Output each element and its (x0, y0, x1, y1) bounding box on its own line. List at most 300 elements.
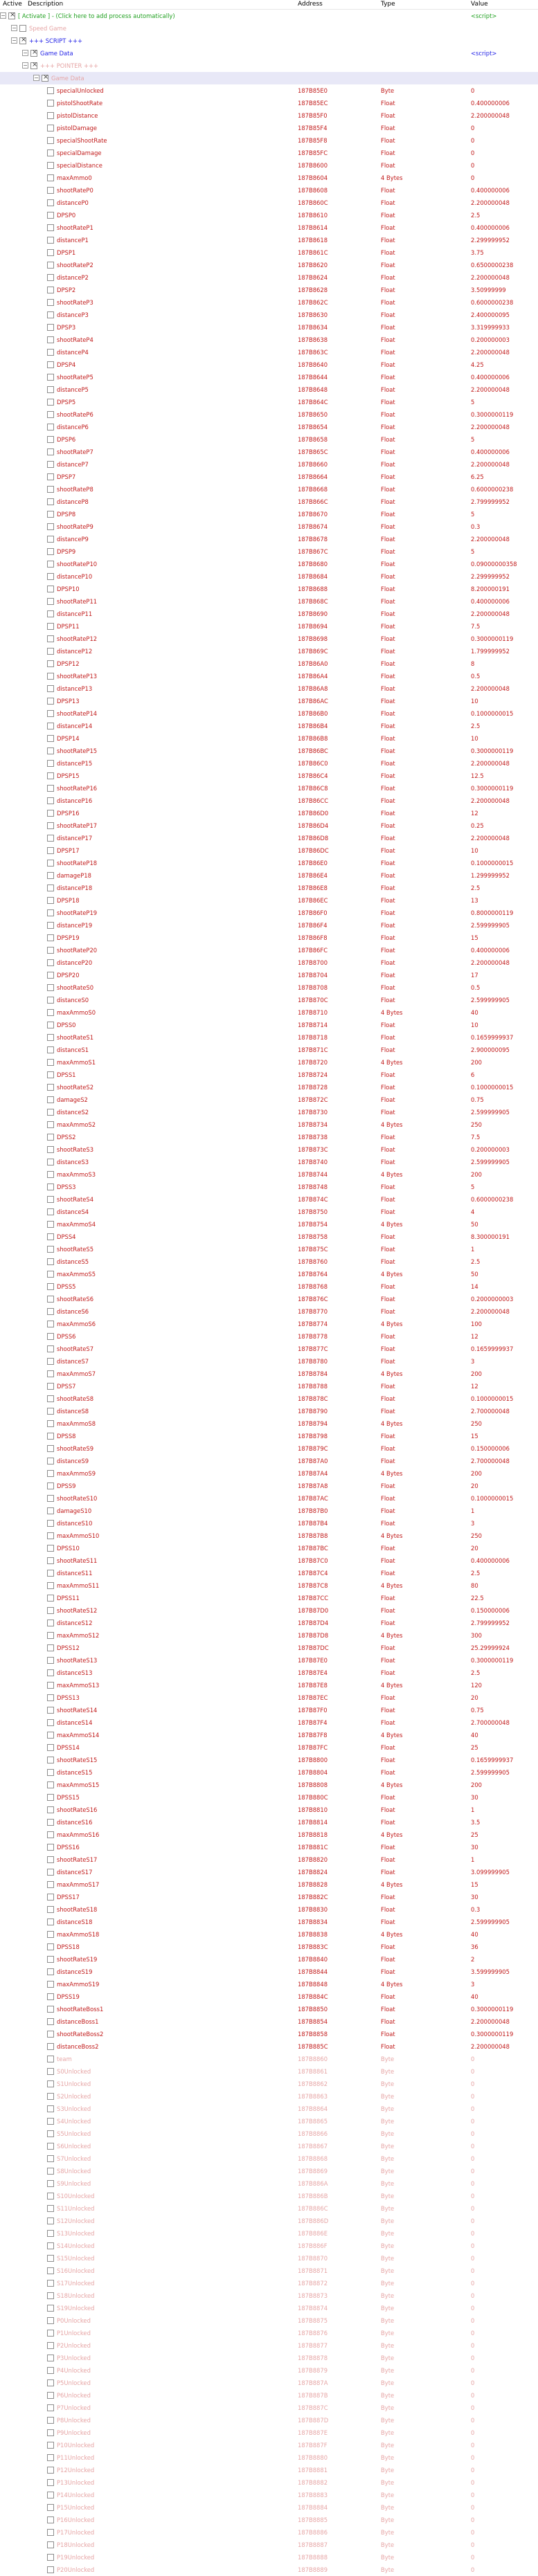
row-type[interactable]: Float (381, 1595, 395, 1602)
row-address[interactable]: 187B8850 (298, 2006, 328, 2013)
row-description[interactable]: shootRateP8 (57, 486, 93, 493)
row-description[interactable]: distanceP20 (57, 959, 93, 966)
row-type[interactable]: Float (381, 212, 395, 219)
row-address[interactable]: 187B8724 (298, 1071, 328, 1078)
table-row[interactable] (0, 1231, 538, 1243)
row-description[interactable]: maxAmmoS1 (57, 1059, 96, 1066)
row-type[interactable]: Float (381, 1557, 395, 1564)
table-row[interactable] (0, 346, 538, 359)
row-address[interactable]: 187B884C (298, 1993, 328, 2000)
row-description[interactable]: DPSS1 (57, 1071, 76, 1078)
active-checkbox[interactable] (47, 1557, 54, 1564)
row-address[interactable]: 187B86A8 (298, 685, 328, 692)
active-checkbox[interactable] (47, 860, 54, 867)
row-type[interactable]: Float (381, 810, 395, 817)
active-checkbox[interactable] (47, 1208, 54, 1215)
active-checkbox[interactable] (47, 1495, 54, 1502)
row-address[interactable]: 187B8818 (298, 1831, 328, 1838)
row-description[interactable]: S5Unlocked (57, 2130, 91, 2137)
row-description[interactable]: shootRateP19 (57, 909, 98, 916)
row-description[interactable]: distanceP13 (57, 685, 93, 692)
row-description[interactable]: shootRateP17 (57, 822, 98, 829)
row-value[interactable]: 2.5 (471, 212, 481, 219)
table-row[interactable] (0, 520, 538, 533)
table-row[interactable] (0, 1293, 538, 1305)
active-checkbox[interactable] (47, 1258, 54, 1265)
active-checkbox[interactable] (47, 1383, 54, 1390)
row-address[interactable]: 187B8618 (298, 237, 328, 244)
row-value[interactable]: 36 (471, 1943, 478, 1950)
active-checkbox[interactable] (47, 1570, 54, 1577)
row-description[interactable]: S2Unlocked (57, 2093, 91, 2100)
row-type[interactable]: 4 Bytes (381, 1171, 403, 1178)
active-checkbox[interactable] (47, 2442, 54, 2449)
row-value[interactable]: 2.200000048 (471, 199, 510, 206)
row-value[interactable]: 3.75 (471, 249, 484, 256)
active-checkbox[interactable] (47, 2043, 54, 2050)
table-row[interactable] (0, 1629, 538, 1642)
row-address[interactable]: 187B86AC (298, 698, 328, 705)
active-checkbox[interactable] (47, 2367, 54, 2374)
row-value[interactable]: 2.200000048 (471, 424, 510, 430)
row-address[interactable]: 187B87A8 (298, 1482, 328, 1489)
active-checkbox[interactable] (47, 2118, 54, 2125)
row-value[interactable]: 8 (471, 660, 475, 667)
table-row[interactable] (0, 483, 538, 496)
row-value[interactable]: 2.799999952 (471, 498, 510, 505)
row-type[interactable]: Float (381, 1408, 395, 1415)
table-row[interactable] (0, 1592, 538, 1604)
row-value[interactable]: 5 (471, 548, 475, 555)
row-description[interactable]: DPSS9 (57, 1482, 76, 1489)
row-address[interactable]: 187B8690 (298, 610, 328, 617)
active-checkbox[interactable] (47, 1844, 54, 1851)
row-description[interactable]: maxAmmoS6 (57, 1321, 96, 1327)
row-address[interactable]: 187B8824 (298, 1869, 328, 1876)
row-description[interactable]: distanceP4 (57, 349, 89, 356)
active-checkbox[interactable] (47, 511, 54, 518)
active-checkbox[interactable] (47, 872, 54, 879)
col-address[interactable]: Address (298, 1, 323, 8)
active-checkbox[interactable] (47, 461, 54, 468)
active-checkbox[interactable] (47, 1283, 54, 1290)
row-value[interactable]: 0 (471, 2217, 475, 2224)
row-type[interactable]: Byte (381, 2467, 395, 2474)
row-value[interactable]: 2.200000048 (471, 685, 510, 692)
row-value[interactable]: 0 (471, 2467, 475, 2474)
row-address[interactable] (298, 12, 381, 20)
row-value[interactable]: 10 (471, 847, 478, 854)
row-type[interactable]: Float (381, 1345, 395, 1352)
row-address[interactable]: 187B8887 (298, 2541, 328, 2548)
row-value[interactable]: 0 (471, 2404, 475, 2411)
row-address[interactable]: 187B86F8 (298, 934, 328, 941)
row-address[interactable]: 187B881C (298, 1844, 328, 1851)
row-description[interactable]: S14Unlocked (57, 2242, 95, 2249)
row-address[interactable]: 187B87D8 (298, 1632, 329, 1639)
active-checkbox[interactable] (47, 1034, 54, 1041)
row-description[interactable]: distanceBoss2 (57, 2043, 99, 2050)
row-description[interactable]: P17Unlocked (57, 2529, 95, 2536)
row-type[interactable]: 4 Bytes (381, 1009, 403, 1016)
row-address[interactable]: 187B87C4 (298, 1570, 328, 1577)
table-row[interactable] (0, 782, 538, 795)
active-checkbox[interactable] (47, 2143, 54, 2150)
row-description[interactable]: P4Unlocked (57, 2367, 91, 2374)
row-description[interactable]: DPSP6 (57, 436, 76, 443)
row-value[interactable]: 2 (471, 1956, 475, 1963)
table-row[interactable] (0, 2065, 538, 2078)
row-type[interactable]: 4 Bytes (381, 1121, 403, 1128)
active-checkbox[interactable] (47, 424, 54, 430)
table-row[interactable] (0, 1978, 538, 1990)
active-checkbox[interactable] (47, 486, 54, 493)
active-checkbox[interactable] (47, 1408, 54, 1415)
row-address[interactable]: 187B869C (298, 648, 328, 655)
row-address[interactable]: 187B8660 (298, 461, 328, 468)
row-description[interactable]: distanceP0 (57, 199, 89, 206)
table-row[interactable] (0, 359, 538, 371)
row-value[interactable]: 0 (471, 2168, 475, 2175)
row-description[interactable]: S6Unlocked (57, 2143, 91, 2150)
expand-toggle-icon[interactable]: − (23, 62, 28, 69)
row-value[interactable]: 250 (471, 1532, 482, 1539)
row-description[interactable]: [ Activate ] - (Click here to add process automatically) (18, 12, 175, 19)
active-checkbox[interactable] (47, 1831, 54, 1838)
row-description[interactable]: pistolDistance (57, 112, 98, 119)
row-description[interactable]: S16Unlocked (57, 2267, 95, 2274)
row-description[interactable]: distanceS8 (57, 1408, 89, 1415)
row-type[interactable]: 4 Bytes (381, 1682, 403, 1689)
active-checkbox[interactable] (47, 237, 54, 244)
row-value[interactable]: 0.400000006 (471, 947, 510, 954)
row-value[interactable]: 2.200000048 (471, 760, 510, 767)
row-description[interactable]: DPSP1 (57, 249, 76, 256)
row-description[interactable]: shootRateS5 (57, 1246, 94, 1253)
active-checkbox[interactable] (47, 224, 54, 231)
active-checkbox[interactable] (47, 1046, 54, 1053)
row-type[interactable]: Float (381, 274, 395, 281)
row-value[interactable] (471, 24, 538, 33)
table-row[interactable] (0, 1280, 538, 1293)
row-value[interactable]: 0 (471, 2566, 475, 2573)
table-row[interactable] (0, 2514, 538, 2526)
table-row[interactable] (0, 1505, 538, 1517)
row-value[interactable]: 2.799999952 (471, 1620, 510, 1626)
row-description[interactable]: distanceS4 (57, 1208, 89, 1215)
row-address[interactable]: 187B8600 (298, 162, 328, 169)
row-type[interactable]: Float (381, 1196, 395, 1203)
row-type[interactable] (381, 49, 471, 57)
row-type[interactable]: Float (381, 461, 395, 468)
row-value[interactable]: 2.599999905 (471, 922, 510, 929)
row-value[interactable]: 8.200000191 (471, 586, 510, 592)
active-checkbox[interactable] (47, 2217, 54, 2224)
row-description[interactable]: shootRateP7 (57, 448, 93, 455)
active-checkbox[interactable] (19, 37, 26, 44)
table-row[interactable] (0, 1804, 538, 1816)
active-checkbox[interactable] (47, 561, 54, 568)
row-address[interactable]: 187B8868 (298, 2155, 328, 2162)
col-active[interactable]: Active (3, 1, 22, 8)
row-description[interactable]: DPSP2 (57, 287, 76, 293)
row-type[interactable]: Float (381, 1208, 395, 1215)
row-description[interactable]: DPSS11 (57, 1595, 80, 1602)
row-description[interactable]: distanceS3 (57, 1159, 89, 1165)
active-checkbox[interactable] (47, 2080, 54, 2087)
table-row[interactable] (0, 807, 538, 819)
row-description[interactable]: distanceS0 (57, 997, 89, 1004)
row-type[interactable]: 4 Bytes (381, 1532, 403, 1539)
row-value[interactable]: 2.200000048 (471, 536, 510, 543)
table-row[interactable] (0, 944, 538, 956)
active-checkbox[interactable] (47, 1769, 54, 1776)
table-row[interactable] (0, 159, 538, 172)
row-address[interactable]: 187B87CC (298, 1595, 329, 1602)
row-address[interactable]: 187B87A4 (298, 1470, 328, 1477)
row-value[interactable]: <script> (471, 12, 497, 19)
active-checkbox[interactable] (47, 2205, 54, 2212)
active-checkbox[interactable] (47, 1171, 54, 1178)
row-value[interactable]: 20 (471, 1482, 478, 1489)
row-type[interactable]: 4 Bytes (381, 1470, 403, 1477)
table-row[interactable] (0, 1330, 538, 1343)
row-type[interactable]: 4 Bytes (381, 1582, 403, 1589)
row-value[interactable]: 2.599999905 (471, 1919, 510, 1925)
table-row[interactable] (0, 2040, 538, 2053)
row-address[interactable]: 187B8876 (298, 2330, 328, 2337)
table-row[interactable] (0, 209, 538, 221)
row-description[interactable]: S0Unlocked (57, 2068, 91, 2075)
table-row[interactable] (0, 1106, 538, 1118)
active-checkbox[interactable] (47, 685, 54, 692)
active-checkbox[interactable] (47, 536, 54, 543)
row-description[interactable]: shootRateP4 (57, 336, 93, 343)
row-type[interactable]: 4 Bytes (381, 174, 403, 181)
active-checkbox[interactable] (47, 2180, 54, 2187)
row-type[interactable]: Float (381, 1296, 395, 1303)
row-value[interactable]: 2.599999905 (471, 1109, 510, 1116)
row-value[interactable]: 2.400000095 (471, 311, 510, 318)
row-value[interactable]: 2.5 (471, 1669, 481, 1676)
table-row[interactable] (0, 2539, 538, 2551)
active-checkbox[interactable] (47, 1009, 54, 1016)
row-address[interactable]: 187B8748 (298, 1183, 328, 1190)
active-checkbox[interactable] (47, 785, 54, 792)
row-value[interactable]: 25 (471, 1744, 478, 1751)
row-address[interactable]: 187B871C (298, 1046, 328, 1053)
row-type[interactable]: Float (381, 486, 395, 493)
row-type[interactable]: Float (381, 112, 395, 119)
table-row[interactable] (0, 2215, 538, 2227)
row-description[interactable]: shootRateP10 (57, 561, 98, 568)
row-description[interactable]: distanceS17 (57, 1869, 93, 1876)
row-type[interactable]: Byte (381, 2080, 395, 2087)
row-address[interactable]: 187B87D0 (298, 1607, 329, 1614)
row-address[interactable]: 187B8784 (298, 1370, 328, 1377)
row-address[interactable]: 187B8634 (298, 324, 328, 331)
table-row[interactable] (0, 2489, 538, 2501)
table-row[interactable] (0, 2289, 538, 2302)
row-description[interactable]: shootRateP15 (57, 747, 98, 754)
row-type[interactable]: Byte (381, 2529, 395, 2536)
active-checkbox[interactable] (47, 2267, 54, 2274)
active-checkbox[interactable] (47, 598, 54, 605)
row-address[interactable]: 187B867C (298, 548, 328, 555)
row-type[interactable]: Float (381, 610, 395, 617)
row-address[interactable]: 187B886C (298, 2205, 328, 2212)
row-address[interactable]: 187B8624 (298, 274, 328, 281)
row-type[interactable]: Float (381, 648, 395, 655)
row-description[interactable]: maxAmmoS19 (57, 1981, 100, 1988)
row-address[interactable]: 187B86D8 (298, 835, 329, 842)
row-value[interactable]: 1 (471, 1246, 475, 1253)
row-value[interactable]: 14 (471, 1283, 478, 1290)
row-type[interactable]: Byte (381, 2292, 395, 2299)
row-value[interactable]: 250 (471, 1420, 482, 1427)
active-checkbox[interactable] (47, 112, 54, 119)
active-checkbox[interactable] (47, 299, 54, 306)
active-checkbox[interactable] (47, 411, 54, 418)
active-checkbox[interactable] (47, 1981, 54, 1988)
row-description[interactable]: shootRateP14 (57, 710, 98, 717)
active-checkbox[interactable] (47, 311, 54, 318)
row-type[interactable]: Float (381, 386, 395, 393)
row-address[interactable]: 187B86A4 (298, 673, 328, 680)
row-value[interactable]: 200 (471, 1370, 482, 1377)
row-address[interactable]: 187B8830 (298, 1906, 328, 1913)
row-value[interactable]: 0.400000006 (471, 374, 510, 381)
row-address[interactable]: 187B8834 (298, 1919, 328, 1925)
table-row[interactable] (0, 421, 538, 433)
row-address[interactable]: 187B86C4 (298, 772, 328, 779)
row-address[interactable]: 187B87FC (298, 1744, 328, 1751)
table-row[interactable] (0, 1741, 538, 1754)
row-address[interactable]: 187B873C (298, 1146, 328, 1153)
table-row[interactable] (0, 1081, 538, 1094)
row-value[interactable]: 0 (471, 2429, 475, 2436)
row-description[interactable]: distanceP16 (57, 797, 93, 804)
table-row[interactable] (0, 1891, 538, 1903)
row-description[interactable]: Speed Game (29, 25, 66, 32)
row-type[interactable]: Float (381, 835, 395, 842)
row-address[interactable]: 187B8840 (298, 1956, 328, 1963)
table-row[interactable] (0, 907, 538, 919)
table-row[interactable] (0, 321, 538, 334)
row-value[interactable]: 0 (471, 149, 475, 156)
row-type[interactable]: Float (381, 399, 395, 406)
row-address[interactable]: 187B8708 (298, 984, 328, 991)
table-row[interactable] (0, 1941, 538, 1953)
row-value[interactable]: 2.5 (471, 885, 481, 891)
table-row[interactable] (0, 2414, 538, 2427)
active-checkbox[interactable] (47, 1931, 54, 1938)
active-checkbox[interactable] (47, 1395, 54, 1402)
table-row[interactable] (0, 1380, 538, 1393)
table-row[interactable] (0, 2377, 538, 2389)
active-checkbox[interactable] (47, 2566, 54, 2573)
row-value[interactable]: 0.5 (471, 673, 481, 680)
table-row[interactable] (0, 2352, 538, 2364)
active-checkbox[interactable] (47, 847, 54, 854)
row-address[interactable]: 187B887B (298, 2392, 328, 2399)
active-checkbox[interactable] (47, 2242, 54, 2249)
active-checkbox[interactable] (47, 1059, 54, 1066)
active-checkbox[interactable] (47, 2554, 54, 2561)
table-row[interactable] (0, 857, 538, 869)
row-type[interactable]: Byte (381, 2267, 395, 2274)
row-type[interactable]: Byte (381, 2454, 395, 2461)
row-description[interactable]: +++ SCRIPT +++ (29, 37, 83, 44)
table-row[interactable] (0, 259, 538, 271)
row-value[interactable]: 40 (471, 1009, 478, 1016)
row-value[interactable]: 15 (471, 934, 478, 941)
row-type[interactable]: Float (381, 162, 395, 169)
row-value[interactable]: 2.599999905 (471, 1769, 510, 1776)
table-row[interactable] (0, 309, 538, 321)
row-description[interactable]: distanceP19 (57, 922, 93, 929)
active-checkbox[interactable] (47, 1582, 54, 1589)
row-type[interactable]: Byte (381, 2155, 395, 2162)
table-row[interactable] (0, 2240, 538, 2252)
row-value[interactable]: 0.400000006 (471, 224, 510, 231)
table-row[interactable] (0, 2427, 538, 2439)
row-address[interactable]: 187B85FC (298, 149, 328, 156)
table-row[interactable] (0, 1667, 538, 1679)
row-type[interactable]: Float (381, 237, 395, 244)
row-address[interactable]: 187B87D4 (298, 1620, 329, 1626)
row-value[interactable]: 0 (471, 2504, 475, 2511)
table-row[interactable] (0, 433, 538, 446)
active-checkbox[interactable] (47, 287, 54, 293)
row-type[interactable]: Byte (381, 2255, 395, 2262)
row-description[interactable]: specialDistance (57, 162, 102, 169)
row-description[interactable]: DPSS8 (57, 1433, 76, 1440)
active-checkbox[interactable] (30, 62, 37, 69)
row-description[interactable]: DPSP7 (57, 473, 76, 480)
table-row[interactable] (0, 1467, 538, 1480)
row-type[interactable]: Float (381, 1844, 395, 1851)
row-value[interactable] (471, 62, 538, 70)
row-value[interactable]: 40 (471, 1931, 478, 1938)
active-checkbox[interactable] (47, 1433, 54, 1440)
row-type[interactable]: Float (381, 1283, 395, 1290)
row-type[interactable]: Float (381, 1819, 395, 1826)
table-row[interactable] (0, 720, 538, 732)
active-checkbox[interactable] (47, 324, 54, 331)
row-description[interactable]: distanceS19 (57, 1968, 93, 1975)
row-type[interactable]: Float (381, 473, 395, 480)
row-description[interactable]: shootRateS19 (57, 1956, 98, 1963)
row-address[interactable]: 187B887E (298, 2429, 328, 2436)
row-description[interactable]: shootRateS16 (57, 1806, 98, 1813)
row-type[interactable]: Byte (381, 2068, 395, 2075)
row-value[interactable]: 12 (471, 810, 478, 817)
active-checkbox[interactable] (47, 1956, 54, 1963)
row-value[interactable]: 2.700000048 (471, 1458, 510, 1464)
row-description[interactable]: maxAmmoS16 (57, 1831, 100, 1838)
row-type[interactable]: Float (381, 785, 395, 792)
table-row[interactable] (0, 2015, 538, 2028)
row-address[interactable]: 187B86C8 (298, 785, 328, 792)
col-type[interactable]: Type (381, 1, 395, 8)
active-checkbox[interactable] (47, 1919, 54, 1925)
active-checkbox[interactable] (47, 448, 54, 455)
row-type[interactable]: Byte (381, 2105, 395, 2112)
row-address[interactable]: 187B8885 (298, 2516, 328, 2523)
row-type[interactable]: Float (381, 1607, 395, 1614)
row-address[interactable]: 187B8710 (298, 1009, 328, 1016)
